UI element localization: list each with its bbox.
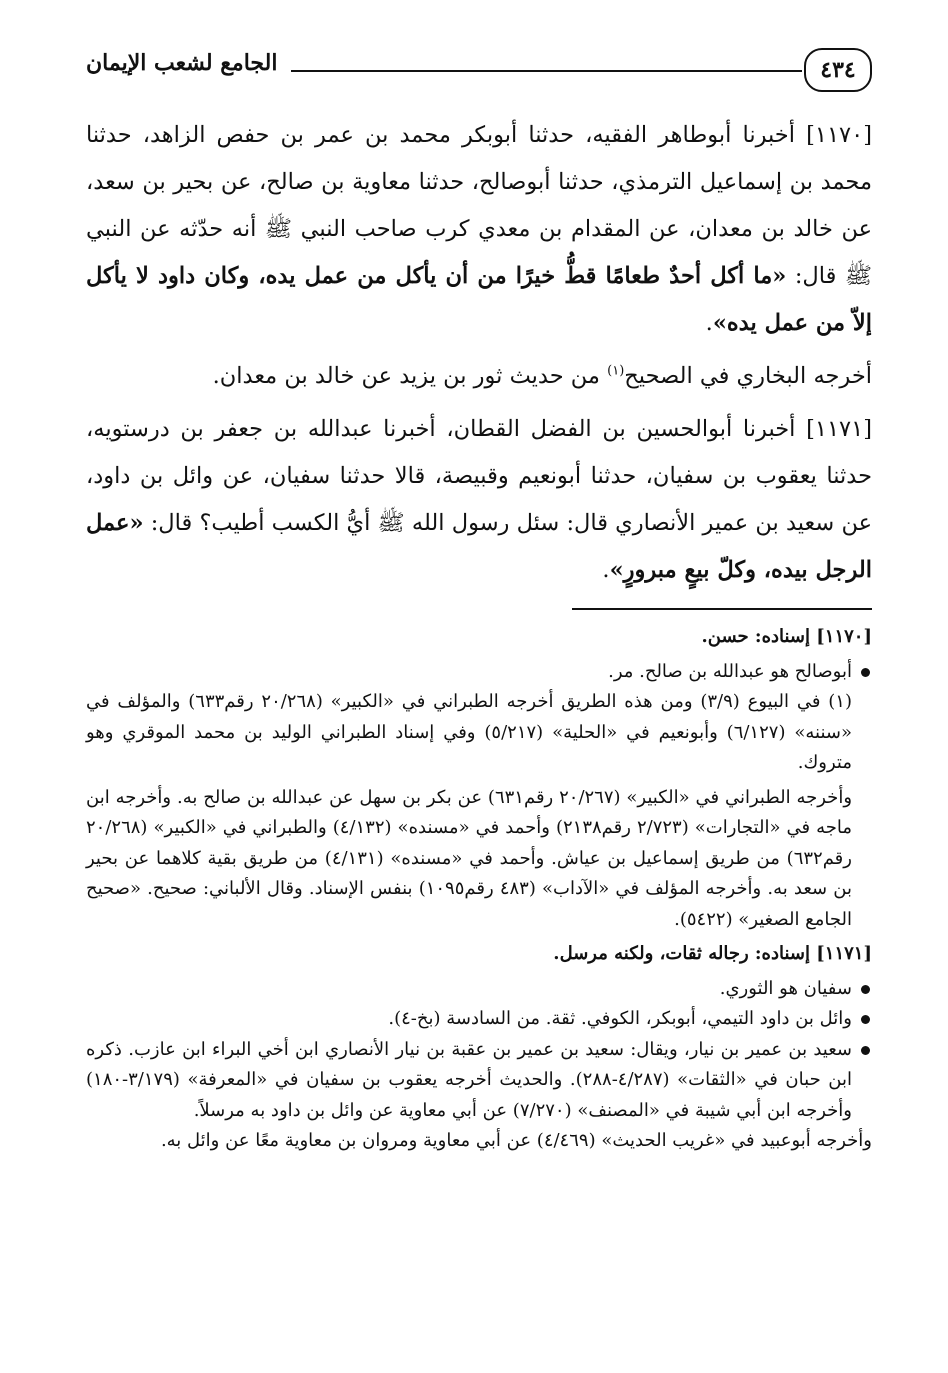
footnote-reference[interactable]: (١) — [607, 363, 625, 379]
list-item-text: سفيان هو الثوري. — [719, 977, 852, 999]
footnote-1170-list — [86, 657, 872, 688]
page-number: ٤٣٤ — [804, 48, 872, 92]
sentence-end: . — [705, 310, 713, 336]
hadith-number: [١١٧٠] — [806, 122, 872, 148]
list-item-text: وائل بن داود التيمي، أبوبكر، الكوفي. ثقة. من السادسة (بخ-٤). — [388, 1008, 852, 1029]
main-text — [86, 112, 872, 594]
running-head — [86, 40, 872, 112]
footnotes — [86, 622, 872, 1157]
footnote-1171-continued: وأخرجه أبوعبيد في «غريب الحديث» (٤/٤٦٩) عن أبي معاوية ومروان بن معاوية معًا عن وائل به. — [160, 1130, 872, 1151]
list-item — [86, 1004, 872, 1035]
footnote-1: (١) في البيوع (٣/٩) ومن هذه الطريق أخرجه الطبراني في «الكبير» (٢٠/٢٦٨ رقم٦٣٣) والمؤلف في «سننه» (٦/١٢٧) وأبونعيم في «الحلية» (٥/٢١٧) وفي إسناد الطبراني الوليد بن محمد الموقري وهو متروك. — [86, 691, 852, 773]
footnote-1170-heading: [١١٧٠] إسناده: حسن. — [701, 626, 872, 647]
list-item-text: سعيد بن عمير بن نيار، ويقال: سعيد بن عمير بن عقبة بن نيار الأنصاري ابن أخي البراء ابن عازب. ذكره ابن حبان في «الثقات» (٤/٢٨٧-٢٨٨). والحديث أخرجه يعقوب بن سفيان في «المعرفة» (٣/١٧٩-١٨٠) وأخرجه ابن أبي شيبة في «المصنف» (٧/٢٧٠) عن أبي معاوية عن وائل بن داود به مرسلاً. — [86, 1038, 852, 1121]
footnote-1-continued: وأخرجه الطبراني في «الكبير» (٢٠/٢٦٧ رقم٦٣١) عن بكر بن سهل عن عبدالله بن صالح به. وأخرجه ابن ماجه في «التجارات» (٢/٧٢٣ رقم٢١٣٨) وأحمد في «مسنده» (٤/١٣٢) والطبراني في «الكبير» (٢٠/٢٦٨ رقم٦٣٢) من طريق إسماعيل بن عياش. وأحمد في «مسنده» (٤/١٣١) من طريق بقية كلاهما عن بحير بن سعد به. وأخرجه المؤلف في «الآداب» (٤٨٣ رقم١٠٩٥) بنفس الإسناد. وقال الألباني: صحيح. «صحيح الجامع الصغير» (٥٤٢٢). — [86, 786, 853, 930]
takhrij-text: من حديث ثور بن يزيد عن خالد بن معدان. — [212, 363, 608, 389]
header-rule — [291, 70, 802, 72]
list-item — [86, 1035, 872, 1127]
bullet-icon — [861, 668, 870, 677]
hadith-1171 — [86, 406, 872, 594]
hadith-number: [١١٧١] — [806, 416, 872, 442]
book-page — [86, 40, 872, 1340]
book-title: الجامع لشعب الإيمان — [86, 50, 278, 76]
bullet-icon — [861, 985, 870, 994]
list-item-text: أبوصالح هو عبدالله بن صالح. مر. — [608, 660, 852, 682]
isnad-text: أخبرنا أبوطاهر الفقيه، حدثنا أبوبكر محمد بن عمر بن حفص الزاهد، حدثنا محمد بن إسماعيل الترمذي، حدثنا أبوصالح، حدثنا معاوية بن صالح، عن بحير بن سعد، عن خالد بن معدان، عن المقدام بن معدي كرب صاحب النبي ﷺ أنه حدّثه عن النبي ﷺ قال: — [86, 122, 872, 289]
isnad-text: أخبرنا أبوالحسين بن الفضل القطان، أخبرنا عبدالله بن جعفر بن درستويه، حدثنا يعقوب بن سفيان، حدثنا أبونعيم وقبيصة، قالا حدثنا سفيان، عن وائل بن داود، عن سعيد بن عمير الأنصاري قال: سئل رسول الله ﷺ أيُّ الكسب أطيب؟ قال: — [86, 416, 872, 536]
takhrij-text: أخرجه البخاري في الصحيح — [624, 363, 872, 389]
footnote-divider — [572, 608, 872, 610]
matn-text: «عمل الرجل بيده، وكلّ بيعٍ مبرورٍ» — [86, 510, 872, 583]
takhrij-1170 — [86, 353, 872, 400]
sentence-end: . — [602, 557, 610, 583]
hadith-1170 — [86, 112, 872, 347]
bullet-icon — [861, 1015, 870, 1024]
matn-text: «ما أكل أحدٌ طعامًا قطُّ خيرًا من أن يأكل من عمل يده، وكان داود لا يأكل إلاّ من عمل يده» — [86, 263, 872, 336]
footnote-1171-heading: [١١٧١] إسناده: رجاله ثقات، ولكنه مرسل. — [553, 943, 872, 964]
footnote-1171-list — [86, 974, 872, 1127]
list-item — [86, 657, 872, 688]
list-item — [86, 974, 872, 1005]
bullet-icon — [861, 1046, 870, 1055]
